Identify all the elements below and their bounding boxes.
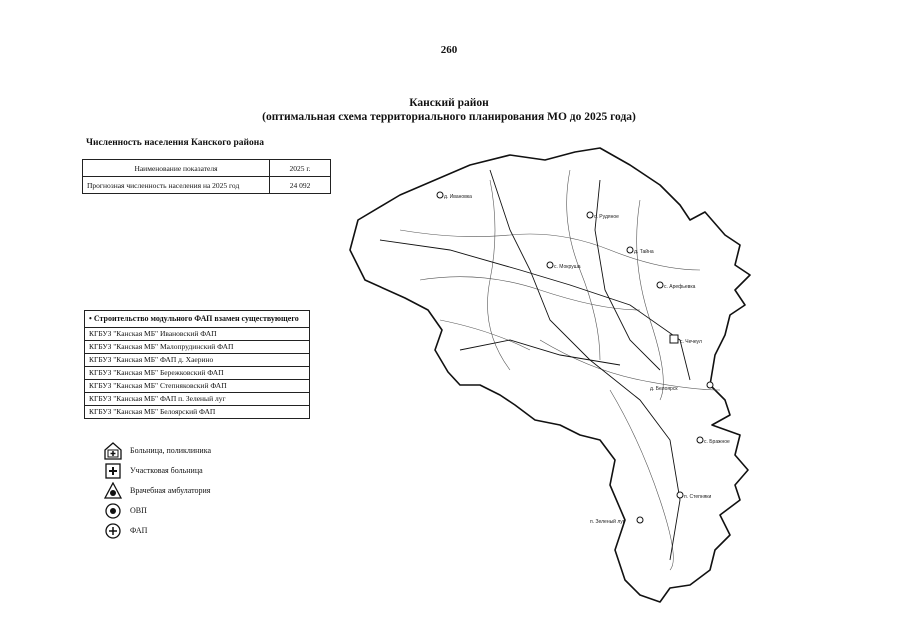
fap-icon (437, 192, 443, 198)
place-label: п. Зеленый луг (590, 519, 625, 525)
place-label: с. Чечеул (680, 339, 702, 345)
row-label: Прогнозная численность населения на 2025 год (83, 177, 270, 194)
hospital-icon (670, 335, 678, 343)
fap-icon (587, 212, 593, 218)
fap-icon (707, 382, 713, 388)
title-line-1: Канский район (409, 97, 489, 109)
legend-label: Участковая больница (130, 466, 203, 475)
place-label: с. Арефьевка (664, 284, 696, 290)
fap-icon (657, 282, 663, 288)
fap-icon (637, 517, 643, 523)
list-item: КГБУЗ "Канская МБ" Бережковский ФАП (85, 367, 309, 380)
legend-label: ФАП (130, 526, 148, 535)
population-heading: Численность населения Канского района (86, 138, 264, 148)
list-item: КГБУЗ "Канская МБ" Степняковский ФАП (85, 380, 309, 393)
ovp-icon (104, 502, 122, 520)
fap-icon (677, 492, 683, 498)
list-item: КГБУЗ "Канская МБ" ФАП д. Хаерино (85, 354, 309, 367)
place-label: п. Степняки (684, 494, 712, 500)
table-row (83, 177, 331, 194)
page-title (0, 96, 898, 124)
road-network (380, 170, 690, 560)
bullet-icon: • (89, 314, 92, 323)
fap-box-heading-text: Строительство модульного ФАП взамен существующего (93, 314, 299, 323)
list-item: КГБУЗ "Канская МБ" Ивановский ФАП (85, 328, 309, 341)
legend-label: ОВП (130, 506, 147, 515)
district-map (340, 140, 760, 610)
legend-label: Врачебная амбулатория (130, 486, 211, 495)
list-item: КГБУЗ "Канская МБ" Малопрудинский ФАП (85, 341, 309, 354)
fap-icon (627, 247, 633, 253)
fap-icon (104, 522, 122, 540)
table-header-row (83, 160, 331, 177)
col-header-year: 2025 г. (270, 160, 331, 177)
list-item: КГБУЗ "Канская МБ" Белоярский ФАП (89, 407, 216, 416)
district-border (350, 148, 750, 602)
place-label: с. Бражное (704, 439, 730, 445)
hospital-icon (104, 442, 122, 460)
list-item: КГБУЗ "Канская МБ" ФАП п. Зеленый луг (85, 393, 309, 406)
place-label: д. Тайна (634, 249, 654, 255)
clinic-icon (104, 482, 122, 500)
fap-construction-box (84, 310, 310, 419)
page-number: 260 (440, 44, 458, 56)
fap-icon (547, 262, 553, 268)
place-label: д. Ивановка (444, 194, 472, 200)
river-network (400, 170, 720, 570)
title-line-2: (оптимальная схема территориального планирования МО до 2025 года) (262, 111, 636, 123)
district-hospital-icon (104, 462, 122, 480)
fap-box-heading (85, 311, 309, 328)
legend-label: Больница, поликлиника (130, 446, 212, 455)
col-header-indicator: Наименование показателя (83, 160, 270, 177)
place-label: с. Мокруша (554, 264, 581, 270)
row-value: 24 092 (270, 177, 331, 194)
population-table (82, 159, 331, 194)
fap-icon (697, 437, 703, 443)
place-label: с. Рудяное (594, 214, 619, 220)
place-label: д. Белоярск (650, 386, 678, 392)
